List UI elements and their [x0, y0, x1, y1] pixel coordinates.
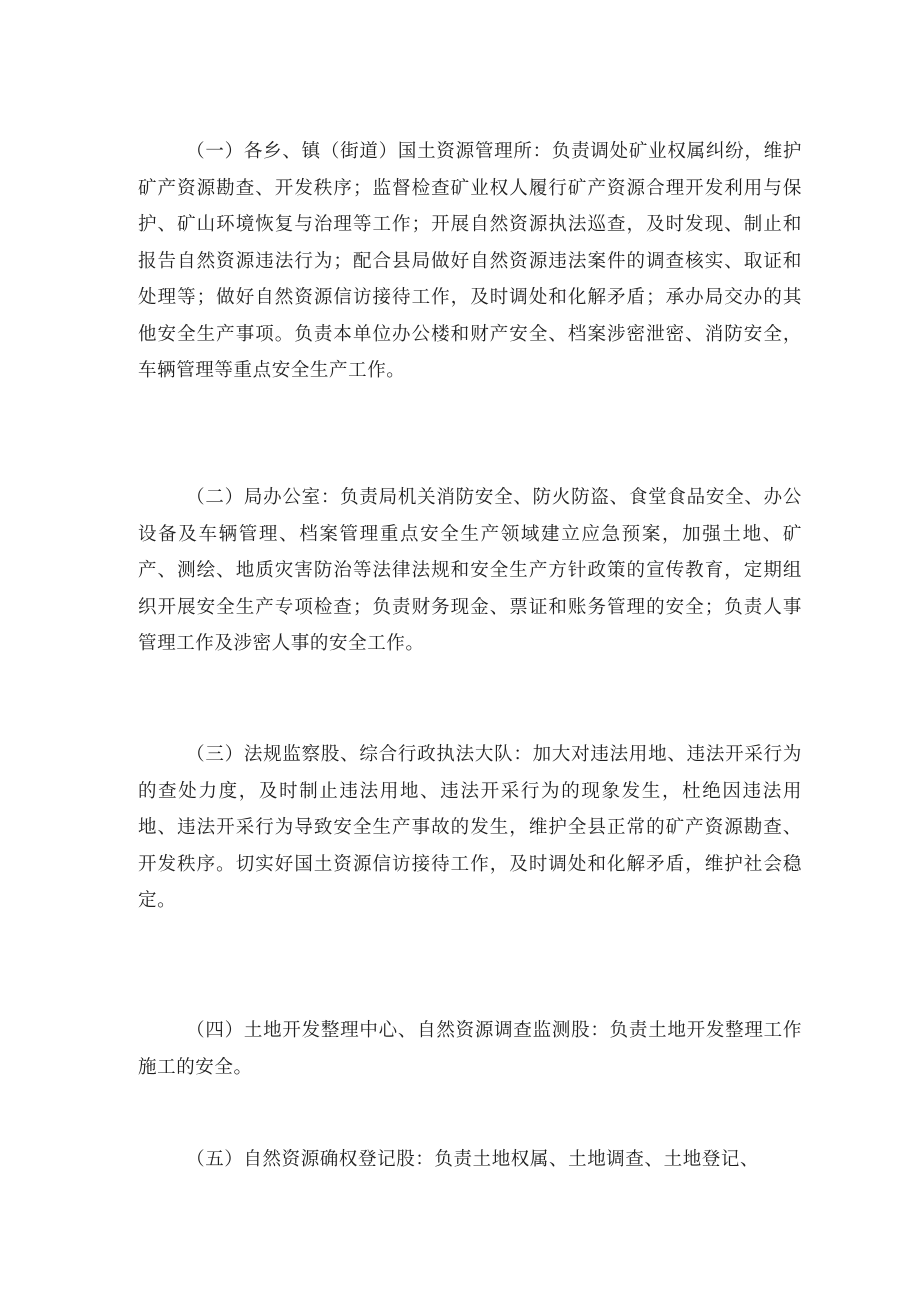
paragraph-township-land-office: （一）各乡、镇（街道）国土资源管理所：负责调处矿业权属纠纷，维护矿产资源勘查、开发秩序；监督检查矿业权人履行矿产资源合理开发利用与保护、矿山环境恢复与治理等工作；开展自然资源执法巡查，及时发现、制止和报告自然资源违法行为；配合县局做好自然资源违法案件的调查核实、取证和处理等；做好自然资源信访接待工作，及时调处和化解矛盾；承办局交办的其他安全生产事项。负责本单位办公楼和财产安全、档案涉密泄密、消防安全，车辆管理等重点安全生产工作。: [138, 141, 802, 381]
paragraph-registration-section: （五）自然资源确权登记股：负责土地权属、土地调查、土地登记、: [186, 1149, 760, 1170]
paragraph-law-enforcement: （三）法规监察股、综合行政执法大队：加大对违法用地、违法开采行为的查处力度，及时制止违法用地、违法开采行为的现象发生，杜绝因违法用地、违法开采行为导致安全生产事故的发生，维护全县正常的矿产资源勘查、开发秩序。切实好国土资源信访接待工作，及时调处和化解矛盾，维护社会稳定。: [138, 744, 802, 911]
paragraph-land-development-center: （四）土地开发整理中心、自然资源调查监测股：负责土地开发整理工作施工的安全。: [138, 1020, 802, 1078]
paragraph-bureau-office: （二）局办公室：负责局机关消防安全、防火防盗、食堂食品安全、办公设备及车辆管理、档案管理重点安全生产领域建立应急预案，加强土地、矿产、测绘、地质灾害防治等法律法规和安全生产方针政策的宣传教育，定期组织开展安全生产专项检查；负责财务现金、票证和账务管理的安全；负责人事管理工作及涉密人事的安全工作。: [138, 487, 802, 654]
